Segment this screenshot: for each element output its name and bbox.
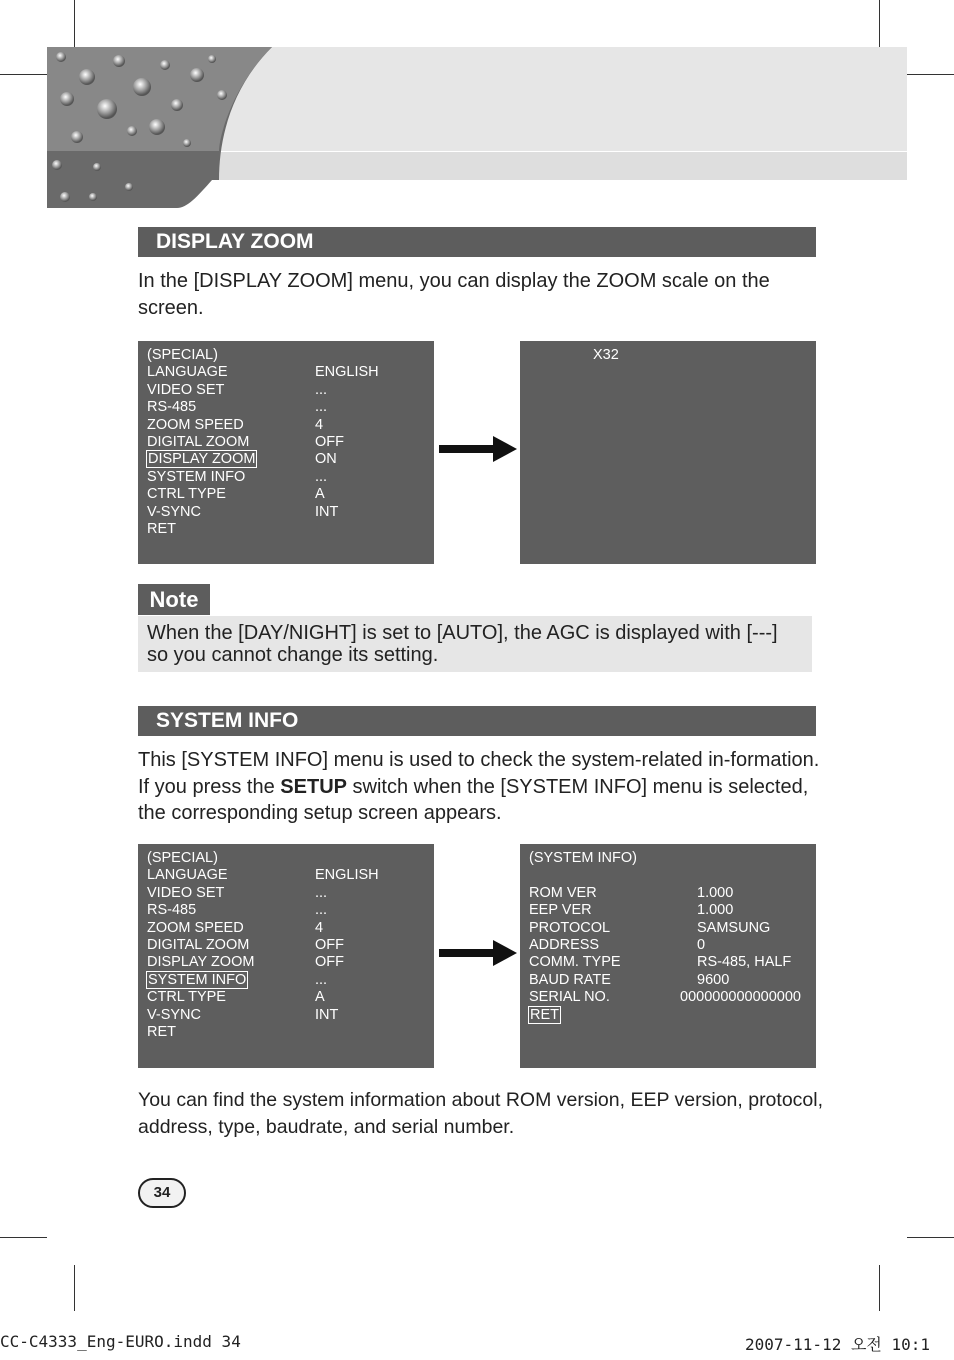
crop-mark <box>74 0 75 47</box>
crop-mark <box>879 0 880 47</box>
system-info-screen <box>520 844 816 1068</box>
info-row: EEP VER 1.000 <box>529 902 734 919</box>
info-row: SERIAL NO. 000000000000000 <box>529 989 801 1006</box>
arrow-right-icon <box>439 436 517 462</box>
menu-row: V-SYNC INT <box>147 1006 339 1023</box>
section-title-display-zoom: DISPLAY ZOOM <box>138 227 816 257</box>
menu-row: V-SYNC INT <box>147 503 339 520</box>
menu-row: VIDEO SET ... <box>147 381 328 398</box>
crop-mark <box>907 74 954 75</box>
menu-row: DIGITAL ZOOM OFF <box>147 433 344 450</box>
crop-mark <box>907 1237 954 1238</box>
info-row: BAUD RATE 9600 <box>529 971 730 988</box>
note-label: Note <box>138 584 210 615</box>
menu-row: CTRL TYPE A <box>147 486 325 503</box>
system-info-description: This [SYSTEM INFO] menu is used to check the system-related in-formation. If you press the SETUP switch when the [SYSTEM INFO] menu is selected, the corresponding setup screen appears. <box>138 749 820 824</box>
note-text: When the [DAY/NIGHT] is set to [AUTO], the AGC is displayed with [---] so you cannot change its setting. <box>138 616 812 672</box>
system-info-footer-text: You can find the system information about ROM version, EEP version, protocol, address, type, baudrate, and serial number. <box>138 1089 824 1138</box>
info-heading: (SYSTEM INFO) <box>529 850 637 866</box>
crop-mark <box>0 74 47 75</box>
special-menu-screen <box>138 844 434 1068</box>
menu-row: CTRL TYPE A <box>147 989 325 1006</box>
blank-row <box>529 867 816 884</box>
arrow-right-icon <box>439 940 517 966</box>
menu-row: LANGUAGE ENGLISH <box>147 867 379 884</box>
menu-row-selected: SYSTEM INFO ... <box>148 971 328 988</box>
menu-heading: (SPECIAL) <box>147 347 218 363</box>
water-drops-image <box>47 47 277 208</box>
zoom-display-screen <box>520 341 816 564</box>
section-title-system-info: SYSTEM INFO <box>138 706 816 736</box>
display-zoom-description: In the [DISPLAY ZOOM] menu, you can display the ZOOM scale on the screen. <box>138 270 770 319</box>
menu-row: RET <box>147 520 176 537</box>
crop-mark <box>0 1237 47 1238</box>
menu-row: ZOOM SPEED 4 <box>147 416 324 433</box>
menu-row: DISPLAY ZOOM OFF <box>147 954 344 971</box>
menu-row: RS-485 ... <box>147 399 328 416</box>
info-row: PROTOCOL SAMSUNG <box>529 919 771 936</box>
menu-row: RS-485 ... <box>147 902 328 919</box>
menu-row-selected: DISPLAY ZOOM ON <box>148 451 337 468</box>
menu-row: LANGUAGE ENGLISH <box>147 364 379 381</box>
special-menu-screen <box>138 341 434 564</box>
crop-mark <box>74 1265 75 1311</box>
print-footer-file: CC-C4333_Eng-EURO.indd 34 <box>0 1332 241 1351</box>
print-footer-date: 2007-11-12 오전 10:1 <box>745 1335 931 1354</box>
info-ret: RET <box>530 1006 559 1023</box>
menu-row: ZOOM SPEED 4 <box>147 919 324 936</box>
menu-row: DIGITAL ZOOM OFF <box>147 936 344 953</box>
crop-mark <box>879 1265 880 1311</box>
menu-heading: (SPECIAL) <box>147 850 218 866</box>
page-number: 34 <box>138 1178 186 1208</box>
info-row: COMM. TYPE RS-485, HALF <box>529 954 792 971</box>
info-row: ROM VER 1.000 <box>529 884 734 901</box>
info-row: ADDRESS 0 <box>529 936 706 953</box>
menu-row: SYSTEM INFO ... <box>147 468 328 485</box>
menu-row: VIDEO SET ... <box>147 884 328 901</box>
zoom-scale-label: X32 <box>593 347 619 363</box>
menu-row: RET <box>147 1023 176 1040</box>
